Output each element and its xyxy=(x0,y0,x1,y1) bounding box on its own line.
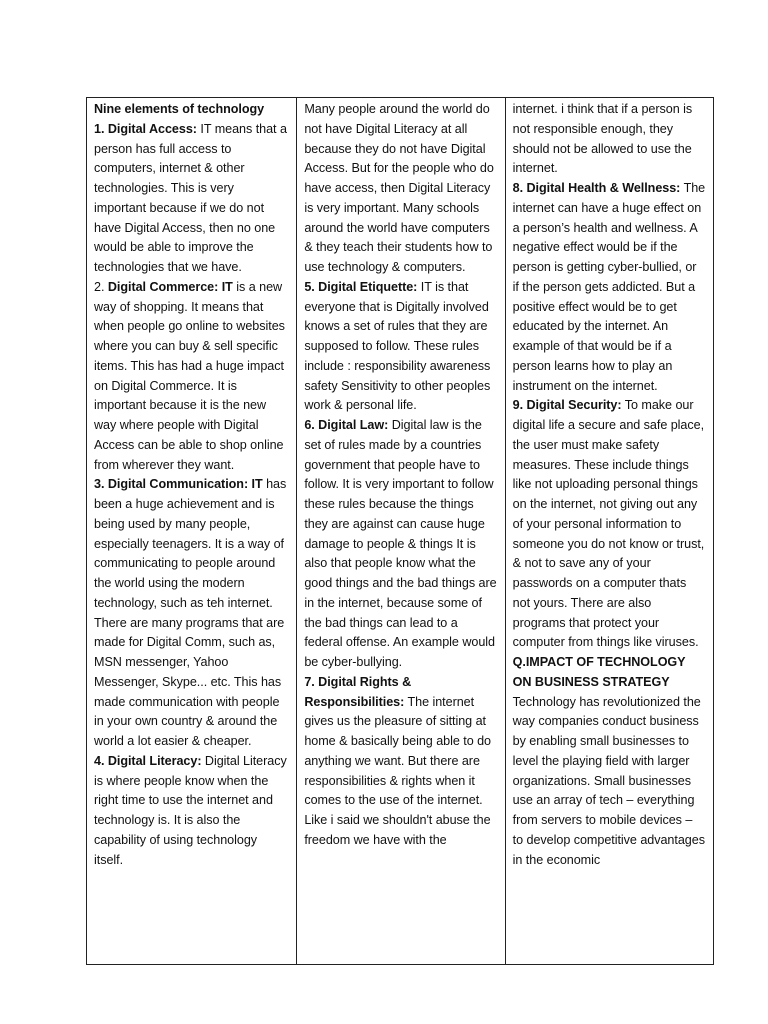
section-title: 5. Digital Etiquette: xyxy=(304,279,418,294)
section-body: internet. i think that if a person is not responsible enough, they should not be allowed to use the internet. xyxy=(512,102,693,176)
content-table xyxy=(86,97,714,965)
section-body: Digital Literacy is where people know when the right time to use the internet and technology is. It is also the capability of using technology itself. xyxy=(94,753,287,867)
section-title: 7. Digital Rights & Responsibilities: xyxy=(304,674,412,709)
table-column-3 xyxy=(505,98,713,964)
table-heading: Nine elements of technology xyxy=(94,102,265,116)
section-title: 6. Digital Law: xyxy=(304,418,389,432)
table-column-2 xyxy=(296,98,504,964)
section-body: IT is that everyone that is Digitally involved knows a set of rules that they are supposed to follow. These rules include : responsibility awareness safety Sensitivity to other peoples work & personal life. xyxy=(304,279,491,413)
table-column-1 xyxy=(87,98,296,964)
section-title: 4. Digital Literacy: xyxy=(94,753,202,768)
section-digital-literacy xyxy=(94,752,289,871)
section-body: is a new way of shopping. It means that when people go online to websites where you can buy & sell specific items. This has had a huge impact on Digital Commerce. It is important because it is the new way where people with Digital Access can be able to shop online from wherever they want. xyxy=(94,279,285,472)
section-title: 8. Digital Health & Wellness: xyxy=(512,181,681,195)
section-digital-rights xyxy=(304,673,497,851)
section-continuation xyxy=(304,100,497,278)
section-digital-security xyxy=(513,396,706,653)
section-body: Digital law is the set of rules made by a countries government that people have to follow. It is very important to follow these rules because the things they are against can cause huge damage to people & things It is also that people know what the good things and the bad things are in the internet, because some of the bad things can lead to a federal offense. An example would be cyber-bullying. xyxy=(304,418,497,669)
section-digital-law xyxy=(304,416,497,673)
section-title: Q.IMPACT OF TECHNOLOGY ON BUSINESS STRATEGY xyxy=(512,655,686,689)
section-body: The internet gives us the pleasure of sitting at home & basically being able to do anything we want. But there are responsibilities & rights when it comes to the use of the internet. Like i said we shouldn't abuse the freedom we have with the xyxy=(304,694,492,847)
section-question-heading xyxy=(513,653,706,693)
section-title: Digital Commerce: IT xyxy=(107,279,233,294)
section-number: 2. xyxy=(94,279,108,294)
section-body: Technology has revolutionized the way companies conduct business by enabling small businesses to level the playing field with larger organizations. Small businesses use an array of tech – everything from servers to mobile devices – to develop competitive advantages in the economic xyxy=(512,694,705,867)
section-digital-etiquette xyxy=(304,278,497,416)
section-digital-access xyxy=(94,120,289,278)
section-digital-commerce xyxy=(94,278,289,476)
section-title: 9. Digital Security: xyxy=(512,398,622,413)
section-digital-health xyxy=(513,179,706,396)
section-digital-communication xyxy=(94,475,289,752)
section-continuation xyxy=(513,100,706,179)
section-body: IT means that a person has full access to computers, internet & other technologies. This is very important because if we do not have Digital Access, then no one would be able to improve the technologies that we have. xyxy=(94,121,287,274)
section-title: 1. Digital Access: xyxy=(94,121,197,136)
section-body: To make our digital life a secure and safe place, the user must make safety measures. These include things like not uploading personal things on the internet, not giving out any of your personal information to someone you do not know or trust, & not to save any of your passwords on a computer thats not yours. There are also programs that protect your computer from things like viruses. xyxy=(512,398,705,650)
section-title: 3. Digital Communication: IT xyxy=(94,477,263,492)
section-body: has been a huge achievement and is being used by many people, especially teenagers. It is a way of communicating to people around the world using the modern technology, such as teh internet. There are many programs that are made for Digital Comm, such as, MSN messenger, Yahoo Messenger, Skype... etc. This has made communication with people in your own country & around the world a lot easier & cheaper. xyxy=(94,477,287,748)
section-business-strategy xyxy=(513,693,706,871)
section-body: Many people around the world do not have Digital Literacy at all because they do not have Digital Access. But for the people who do have access, then Digital Literacy is very important. Many schools around the world have computers & they teach their students how to use technology & computers. xyxy=(304,102,494,274)
section-body: The internet can have a huge effect on a person’s health and wellness. A negative effect would be if the person is getting cyber-bullied, or if the person gets addicted. But a positive effect would be to get educated by the internet. An example of that would be if a person learns how to play an instrument on the internet. xyxy=(512,181,706,393)
